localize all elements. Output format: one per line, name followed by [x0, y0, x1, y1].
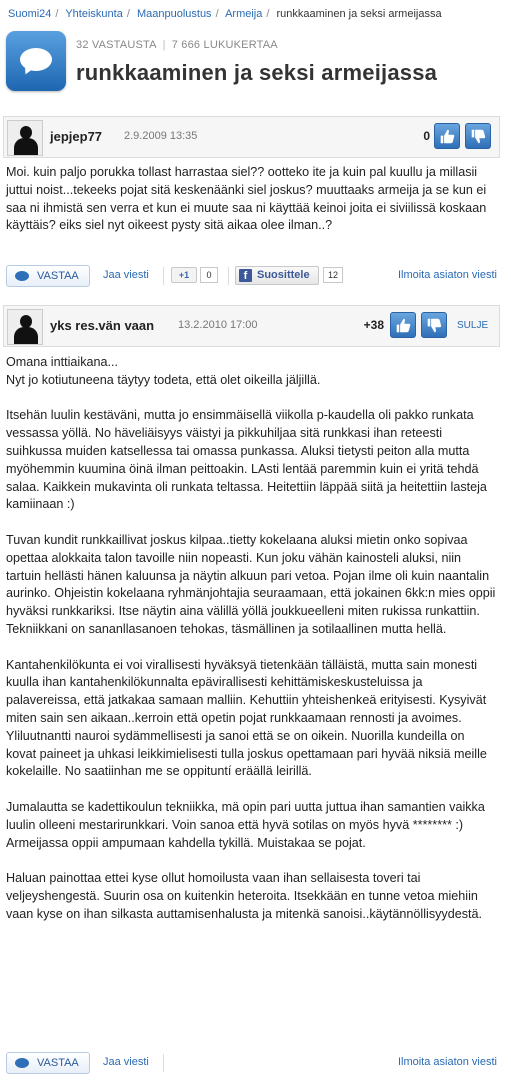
post-author[interactable]: jepjep77	[50, 129, 103, 144]
avatar[interactable]	[7, 309, 43, 345]
post-actions	[3, 263, 500, 287]
reply-icon	[15, 271, 29, 281]
post-paragraph: Moi. kuin paljo porukka tollast harrastaa siel?? ootteko ite ja kuin pal kuullu ja millasii juttui noist...tekeeks pojat sitä keskenäänki siel joskus? muuttaaks armeija ja se kun ei saa ni ihmistä sen verra et kun ei muute saa ni käyttää keinoi joita ei siviilissä koskaan käyttäis? eiks siel nyt oikeest pysty sitä aikaa olee ilman..?	[6, 165, 487, 233]
reply-button[interactable]: VASTAA	[6, 1052, 90, 1074]
post-paragraph: Kantahenkilökunta ei voi virallisesti hyväksyä tietenkään tälläistä, mutta sain monesti kuulla ihan kantahenkilökunnalta epävirallisesti kehittämiskeskusteluissa ja palavereissa, että jatkakaa samaan malliin. Kehuttiin yhteishenkeä erityisesti. Kysyivät miten sain sen aikaan..kerroin että opetin pojat runkkaamaan rennosti ja avoimes. Yliluutnantti nauroi sydämmellisesti ja sanoi että se on oikein. Nuorilla kundeilla on kovat paineet ja uhkasi leikkimielisesti tulla joskus opettamaan pari hyvää niksiä meille kokelaille. No saatiinhan me se oppituntí eräällä leirillä.	[6, 657, 487, 779]
report-link[interactable]: Ilmoita asiaton viesti	[397, 269, 497, 281]
post-paragraph: Tuvan kundit runkkaillivat joskus kilpaa..tietty kokelaana aluksi mietin onko sopivaa opettaa alokkaita talon tavoille niin nopeasti. Kun joku vähän kainosteli aluksi, niin tartuin hellästi hänen kaluunsa ja näytin alkuun pari vetoa. Pojan ilme oli kuin naantalin aurinko. Ohjeistin kokelaana ryhmänjohtajia seuraamaan, että jokainen 6kk:n mies oppii hyväksi runkkariksi. Itse näytin aina välillä yöllä joukkueelleni miten rukissa runkattiin. Tekniikkani on sananllasanoen tehokas, täsmällinen ja sotilaallinen mutta hellä.	[6, 532, 496, 636]
thumbs-up-icon[interactable]	[390, 312, 416, 338]
google-plus-button[interactable]: +1	[171, 267, 197, 283]
view-count: 7 666 LUKUKERTAA	[171, 39, 278, 51]
post-date: 13.2.2010 17:00	[178, 319, 258, 331]
facebook-icon: f	[239, 269, 252, 282]
breadcrumb-armeija[interactable]: Armeija	[225, 8, 263, 20]
post-date: 2.9.2009 13:35	[124, 130, 198, 142]
post-paragraph: Itsehän luulin kestäväni, mutta jo ensimmäisellä viikolla p-kaudella oli pakko runkata vessassa yöllä. No häveliäisyys väistyi ja pikkuhiljaa sitä runkkasi ihan reteesti suihkussa muiden katsellessa tai omassa punkassa. Aluksi tietysti peiton alla mutta myöhemmin kuumina öinä ilman peittoakin. LAsti lentää paremmin kuin ei yritä tehdä salaa. Kaikkein mukavinta oli runkata teltassa. Heitettiin läppää siitä ja heitettiin lasteja kamiinaan :)	[6, 408, 487, 512]
reply-button[interactable]: VASTAA	[6, 265, 90, 287]
post-body	[6, 164, 498, 253]
vote-score: 0	[423, 129, 430, 143]
post-author[interactable]: yks res.vän vaan	[50, 318, 155, 333]
speech-bubble-icon	[6, 31, 66, 91]
avatar[interactable]	[7, 120, 43, 156]
post-body	[6, 354, 498, 941]
facebook-recommend-button[interactable]: f Suosittele	[235, 266, 319, 285]
post-header	[3, 116, 500, 158]
facebook-count: 12	[323, 267, 343, 283]
post-paragraph: Haluan painottaa ettei kyse ollut homoilusta vaan ihan sellaisesta toveri tai veljeyshengestä. Suurin osa on kuitenkin heteroita. Itsekkään en tunne vetoa miehiin vaan kyse on ihan silkasta auttamisenhalusta ja mitenkä sanoisi..käytännöllisyydestä.	[6, 871, 483, 921]
share-link[interactable]: Jaa viesti	[103, 269, 149, 281]
post-paragraph: Omana inttiaikana... Nyt jo kotiutuneena täytyy todeta, että olet oikeilla jäljillä.	[6, 355, 321, 387]
report-link[interactable]: Ilmoita asiaton viesti	[397, 1056, 497, 1068]
reply-icon	[15, 1058, 29, 1068]
thumbs-down-icon[interactable]	[421, 312, 447, 338]
close-link[interactable]: SULJE	[457, 320, 489, 331]
share-link[interactable]: Jaa viesti	[103, 1056, 149, 1068]
post-paragraph: Jumalautta se kadettikoulun tekniikka, mä opin pari uutta juttua ihan samantien vaikka luulin olleeni mestarirunkkari. Voin sanoa että hyvä sotilas on myös hyvä ******** :) Armeijassa oppii ampumaan kahdella tykillä. Muistakaa se pojat.	[6, 799, 485, 850]
post-header	[3, 305, 500, 347]
breadcrumb-suomi24[interactable]: Suomi24	[8, 8, 52, 20]
breadcrumb-maanpuolustus[interactable]: Maanpuolustus	[136, 8, 212, 20]
vote-score: +38	[363, 318, 384, 332]
topic-stats: 32 VASTAUSTA | 7 666 LUKUKERTAA	[76, 39, 278, 51]
reply-count: 32 VASTAUSTA	[76, 39, 157, 51]
breadcrumb-yhteiskunta[interactable]: Yhteiskunta	[65, 8, 123, 20]
google-plus-count: 0	[200, 267, 218, 283]
breadcrumb: Suomi24 / Yhteiskunta / Maanpuolustus / Armeija / runkkaaminen ja seksi armeijassa	[8, 8, 442, 20]
thumbs-up-icon[interactable]	[434, 123, 460, 149]
page-title: runkkaaminen ja seksi armeijassa	[76, 60, 438, 85]
breadcrumb-current: runkkaaminen ja seksi armeijassa	[276, 8, 442, 20]
post-actions	[3, 1050, 500, 1074]
thumbs-down-icon[interactable]	[465, 123, 491, 149]
